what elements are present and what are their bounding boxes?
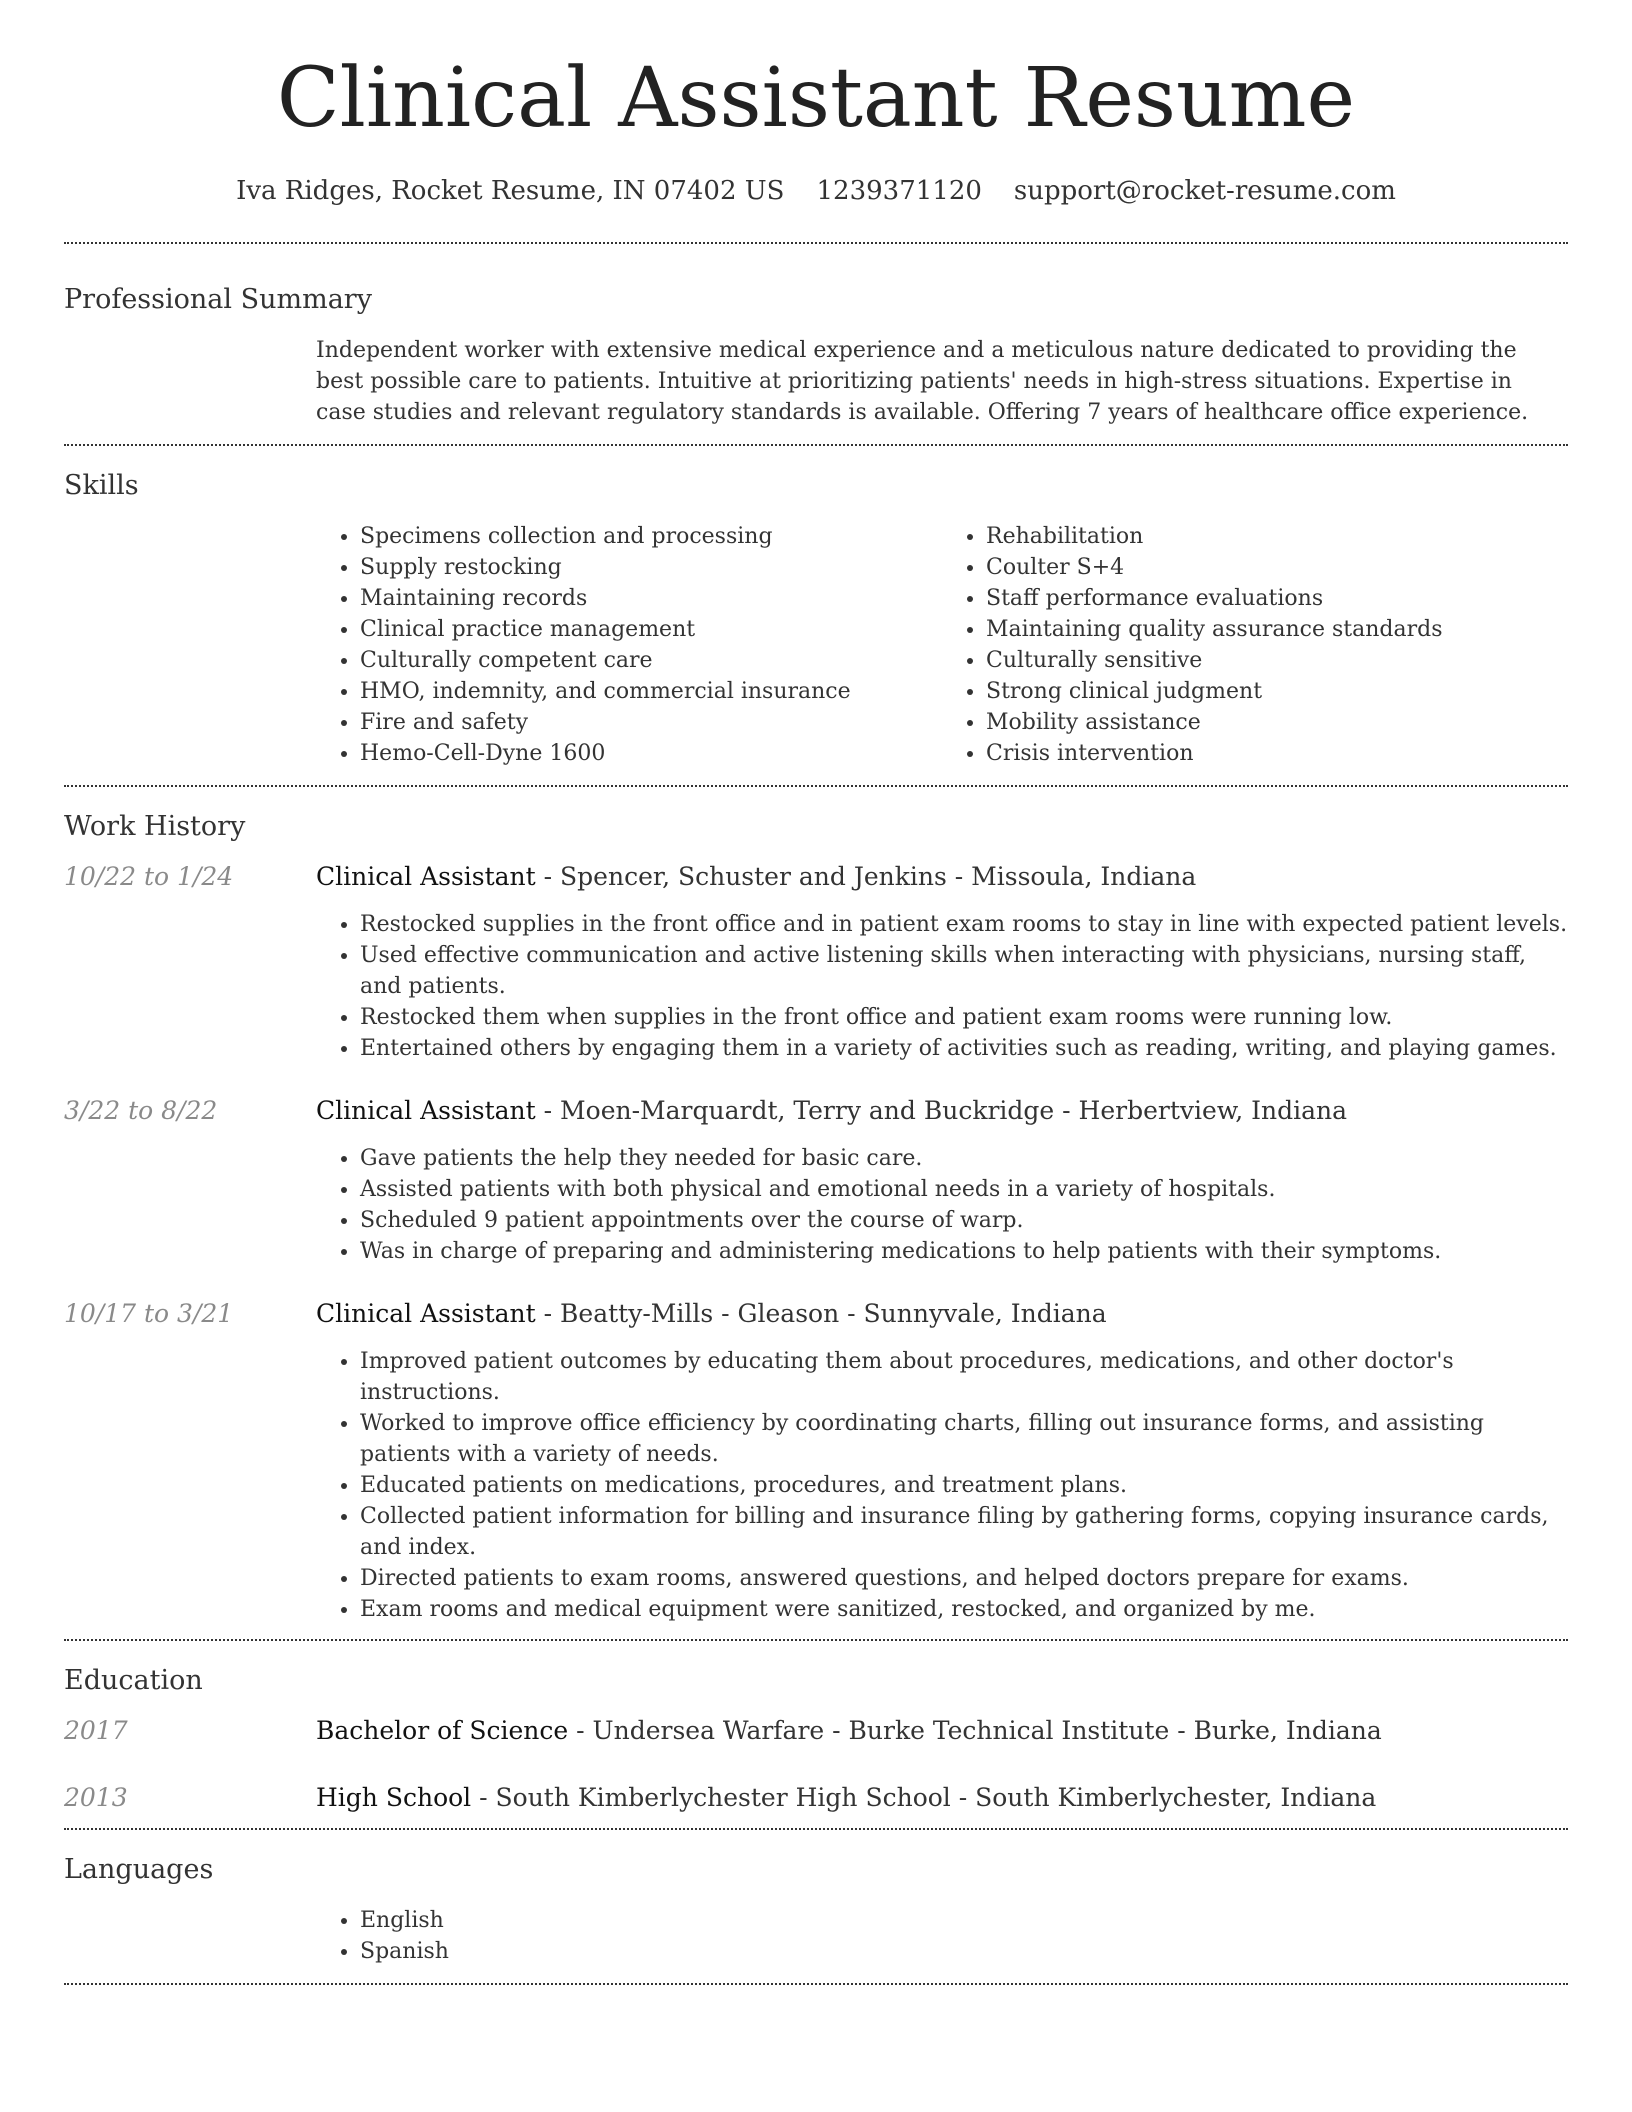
skills-section (64, 446, 1568, 785)
skill-item: • Coulter S+4 (986, 552, 1568, 583)
education-degree: Bachelor of Science (316, 1716, 569, 1746)
section-title-summary: Professional Summary (64, 284, 372, 316)
skill-item: • Clinical practice management (360, 614, 942, 645)
education-heading (316, 1783, 1376, 1812)
language-item: • Spanish (360, 1936, 1568, 1967)
education-details: - South Kimberlychester High School - South Kimberlychester, Indiana (471, 1783, 1377, 1813)
job-bullet: • Directed patients to exam rooms, answered questions, and helped doctors prepare for exams. (360, 1563, 1568, 1594)
job-bullets (316, 1346, 1568, 1625)
job-bullet: • Improved patient outcomes by educating them about procedures, medications, and other doctor's instructions. (360, 1346, 1568, 1408)
job-bullet: • Was in charge of preparing and administering medications to help patients with their symptoms. (360, 1236, 1568, 1267)
skill-item: • Specimens collection and processing (360, 521, 942, 552)
work-history-section (64, 787, 1568, 1639)
language-item: • English (360, 1905, 1568, 1936)
section-title-education: Education (64, 1665, 203, 1697)
section-title-work: Work History (64, 811, 246, 843)
education-heading (316, 1716, 1382, 1745)
skill-item: • Maintaining records (360, 583, 942, 614)
job-bullet: • Collected patient information for billing and insurance filing by gathering forms, copying insurance cards, and index. (360, 1501, 1568, 1563)
section-title-languages: Languages (64, 1854, 214, 1886)
job-bullets (316, 1143, 1568, 1267)
skill-item: • Strong clinical judgment (986, 676, 1568, 707)
education-entry (64, 1783, 1568, 1812)
education-section (64, 1641, 1568, 1812)
job-dates: 10/17 to 3/21 (64, 1299, 234, 1329)
job-entry (64, 862, 1568, 1064)
job-role: Clinical Assistant (316, 862, 536, 892)
job-role: Clinical Assistant (316, 1299, 536, 1329)
job-bullet: • Worked to improve office efficiency by coordinating charts, filling out insurance forms, and assisting patients with a variety of needs. (360, 1408, 1568, 1470)
job-bullet: • Restocked supplies in the front office and in patient exam rooms to stay in line with expected patient levels. (360, 909, 1568, 940)
summary-text: Independent worker with extensive medical experience and a meticulous nature dedicated to providing the best possible care to patients. Intuitive at prioritizing patients' needs in high-stress situations. Expertise in case studies and relevant regulatory standards is available. Offering 7 years of healthcare office experience. (316, 338, 1529, 426)
skill-item: • Maintaining quality assurance standards (986, 614, 1568, 645)
education-details: - Undersea Warfare - Burke Technical Institute - Burke, Indiana (568, 1716, 1382, 1746)
job-dates: 3/22 to 8/22 (64, 1096, 218, 1126)
languages-list (316, 1905, 1568, 1967)
education-entry (64, 1716, 1568, 1745)
job-bullet: • Used effective communication and active listening skills when interacting with physicians, nursing staff, and patients. (360, 940, 1568, 1002)
job-bullets (316, 909, 1568, 1064)
job-bullet: • Entertained others by engaging them in a variety of activities such as reading, writing, and playing games. (360, 1033, 1568, 1064)
job-heading (316, 1299, 1107, 1328)
job-bullet: • Assisted patients with both physical and emotional needs in a variety of hospitals. (360, 1174, 1568, 1205)
skill-item: • Crisis intervention (986, 738, 1568, 769)
job-role: Clinical Assistant (316, 1096, 536, 1126)
education-year: 2013 (64, 1783, 128, 1813)
skill-item: • Culturally competent care (360, 645, 942, 676)
contact-email: support@rocket-resume.com (1013, 176, 1396, 207)
job-details: - Beatty-Mills - Gleason - Sunnyvale, Indiana (535, 1299, 1107, 1329)
skill-item: • Supply restocking (360, 552, 942, 583)
job-entry (64, 1299, 1568, 1639)
job-details: - Moen-Marquardt, Terry and Buckridge - Herbertview, Indiana (535, 1096, 1348, 1126)
job-bullet: • Educated patients on medications, procedures, and treatment plans. (360, 1470, 1568, 1501)
job-bullet: • Scheduled 9 patient appointments over the course of warp. (360, 1205, 1568, 1236)
contact-address: Iva Ridges, Rocket Resume, IN 07402 US (236, 176, 785, 207)
skills-list-left (316, 521, 942, 769)
section-divider (64, 1983, 1568, 1985)
skill-item: • Mobility assistance (986, 707, 1568, 738)
skills-list-right (942, 521, 1568, 769)
education-year: 2017 (64, 1716, 128, 1746)
section-title-skills: Skills (64, 470, 139, 502)
job-dates: 10/22 to 1/24 (64, 862, 234, 892)
job-bullet: • Exam rooms and medical equipment were sanitized, restocked, and organized by me. (360, 1594, 1568, 1625)
job-entry (64, 1096, 1568, 1267)
languages-section (64, 1830, 1568, 1967)
contact-phone: 1239371120 (816, 176, 982, 207)
page-title: Clinical Assistant Resume (276, 51, 1356, 146)
education-degree: High School (316, 1783, 472, 1813)
summary-section (64, 244, 1568, 428)
job-heading (316, 862, 1196, 891)
job-bullet: • Restocked them when supplies in the front office and patient exam rooms were running low. (360, 1002, 1568, 1033)
skill-item: • Staff performance evaluations (986, 583, 1568, 614)
job-bullet: • Gave patients the help they needed for basic care. (360, 1143, 1568, 1174)
job-details: - Spencer, Schuster and Jenkins - Missoula, Indiana (535, 862, 1197, 892)
job-heading (316, 1096, 1347, 1125)
skill-item: • Hemo-Cell-Dyne 1600 (360, 738, 942, 769)
skill-item: • Rehabilitation (986, 521, 1568, 552)
skill-item: • HMO, indemnity, and commercial insurance (360, 676, 942, 707)
skill-item: • Culturally sensitive (986, 645, 1568, 676)
skill-item: • Fire and safety (360, 707, 942, 738)
contact-info (64, 176, 1568, 206)
